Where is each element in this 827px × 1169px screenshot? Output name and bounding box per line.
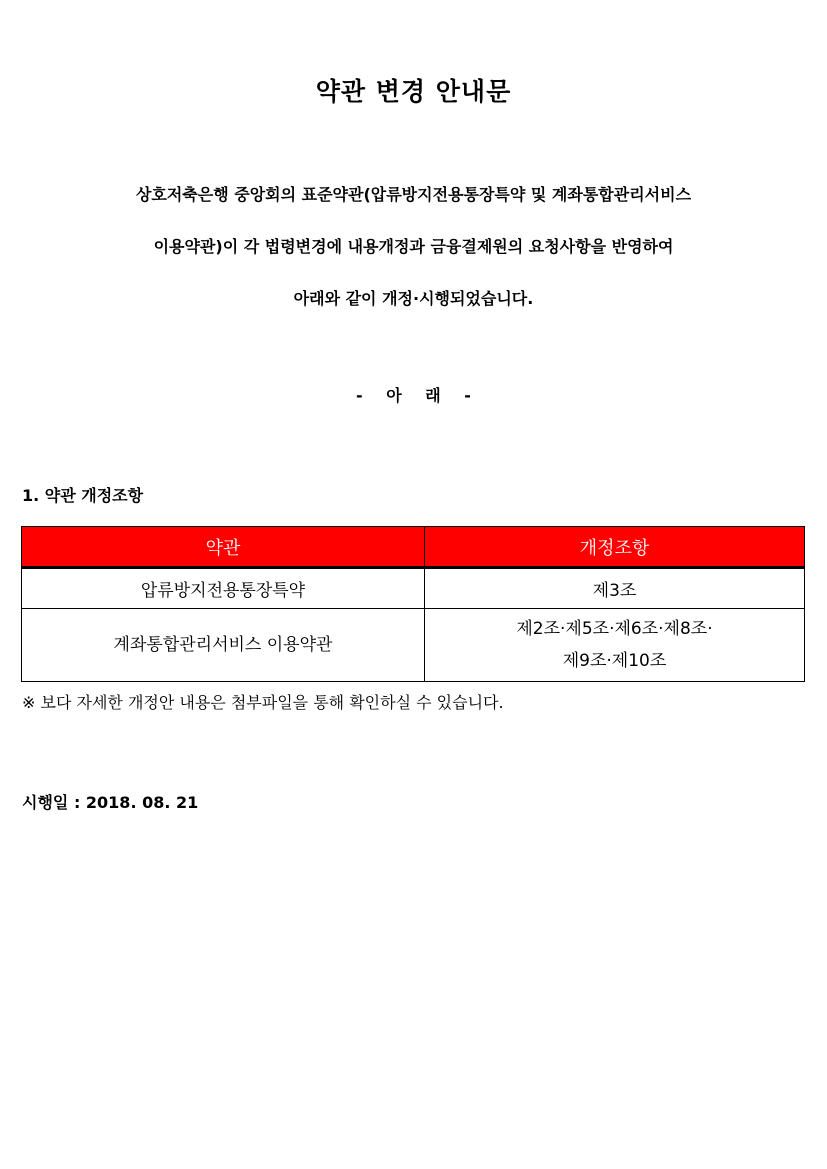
page-title: 약관 변경 안내문 <box>315 77 512 106</box>
table-cell-clauses <box>425 609 805 682</box>
table-header-terms: 약관 <box>22 527 425 568</box>
note-text: ※ 보다 자세한 개정안 내용은 첨부파일을 통해 확인하실 수 있습니다. <box>22 693 504 712</box>
intro-line-2: 이용약관)이 각 법령변경에 내용개정과 금융결제원의 요청사항을 반영하여 <box>153 237 674 256</box>
clauses-line-1: 제2조·제5조·제6조·제8조· <box>516 619 713 639</box>
intro-line-3: 아래와 같이 개정·시행되었습니다. <box>293 289 534 308</box>
table-cell-terms: 계좌통합관리서비스 이용약관 <box>22 609 425 682</box>
section-heading: 1. 약관 개정조항 <box>22 486 144 505</box>
intro-line-1: 상호저축은행 중앙회의 표준약관(압류방지전용통장특약 및 계좌통합관리서비스 <box>135 185 692 204</box>
divider-label: - 아 래 - <box>356 386 471 405</box>
clauses-line-2: 제9조·제10조 <box>562 651 667 671</box>
effective-date: 시행일 : 2018. 08. 21 <box>22 793 199 812</box>
clauses-table <box>21 526 805 682</box>
table-header-clauses: 개정조항 <box>425 527 805 568</box>
table-header-row <box>22 527 805 568</box>
table-cell-clauses: 제3조 <box>425 568 805 609</box>
table-cell-terms: 압류방지전용통장특약 <box>22 568 425 609</box>
table-row <box>22 568 805 609</box>
table-row <box>22 609 805 682</box>
intro-paragraph <box>0 180 827 336</box>
